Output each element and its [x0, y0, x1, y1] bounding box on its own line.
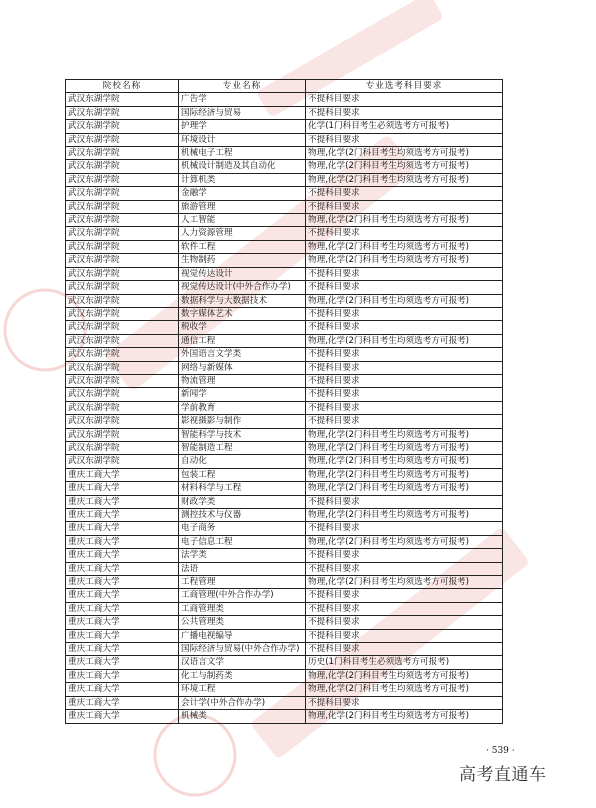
- cell-requirement: 不提科目要求: [306, 200, 503, 213]
- cell-requirement: 不提科目要求: [306, 93, 503, 106]
- table-row: [66, 656, 503, 669]
- table-row: [66, 576, 503, 589]
- table-row: [66, 669, 503, 682]
- cell-major: 机械电子工程: [179, 147, 306, 160]
- cell-requirement: 化学(1门科目考生必须选考方可报考): [306, 120, 503, 133]
- cell-major: 通信工程: [179, 334, 306, 347]
- cell-school: 武汉东湖学院: [66, 187, 179, 200]
- cell-requirement: 不提科目要求: [306, 562, 503, 575]
- cell-requirement: 不提科目要求: [306, 643, 503, 656]
- cell-school: 重庆工商大学: [66, 629, 179, 642]
- cell-school: 武汉东湖学院: [66, 388, 179, 401]
- cell-major: 法学类: [179, 549, 306, 562]
- cell-school: 重庆工商大学: [66, 616, 179, 629]
- cell-requirement: 物理,化学(2门科目考生均须选考方可报考): [306, 535, 503, 548]
- table-row: [66, 106, 503, 119]
- table-row: [66, 173, 503, 186]
- cell-requirement: 不提科目要求: [306, 415, 503, 428]
- cell-school: 武汉东湖学院: [66, 361, 179, 374]
- cell-school: 武汉东湖学院: [66, 160, 179, 173]
- cell-requirement: 物理,化学(2门科目考生均须选考方可报考): [306, 334, 503, 347]
- table-row: [66, 562, 503, 575]
- cell-major: 化工与制药类: [179, 669, 306, 682]
- cell-requirement: 不提科目要求: [306, 227, 503, 240]
- table-row: [66, 509, 503, 522]
- cell-requirement: 物理,化学(2门科目考生均须选考方可报考): [306, 710, 503, 723]
- cell-major: 环境设计: [179, 133, 306, 146]
- cell-major: 机械设计制造及其自动化: [179, 160, 306, 173]
- cell-requirement: 物理,化学(2门科目考生均须选考方可报考): [306, 482, 503, 495]
- cell-school: 武汉东湖学院: [66, 307, 179, 320]
- table-row: [66, 120, 503, 133]
- cell-requirement: 物理,化学(2门科目考生均须选考方可报考): [306, 509, 503, 522]
- cell-requirement: 不提科目要求: [306, 696, 503, 709]
- cell-school: 武汉东湖学院: [66, 240, 179, 253]
- cell-requirement: 不提科目要求: [306, 321, 503, 334]
- table-row: [66, 441, 503, 454]
- cell-school: 重庆工商大学: [66, 509, 179, 522]
- header-major: 专业名称: [179, 80, 306, 93]
- cell-requirement: 不提科目要求: [306, 522, 503, 535]
- cell-requirement: 物理,化学(2门科目考生均须选考方可报考): [306, 576, 503, 589]
- cell-school: 重庆工商大学: [66, 549, 179, 562]
- page-number: · 539 ·: [486, 746, 515, 756]
- cell-school: 武汉东湖学院: [66, 428, 179, 441]
- cell-major: 智能制造工程: [179, 441, 306, 454]
- table-row: [66, 281, 503, 294]
- cell-major: 工商管理类: [179, 602, 306, 615]
- cell-school: 武汉东湖学院: [66, 227, 179, 240]
- cell-school: 武汉东湖学院: [66, 441, 179, 454]
- cell-requirement: 物理,化学(2门科目考生均须选考方可报考): [306, 294, 503, 307]
- table-row: [66, 495, 503, 508]
- cell-school: 重庆工商大学: [66, 468, 179, 481]
- table-row: [66, 428, 503, 441]
- cell-requirement: 不提科目要求: [306, 629, 503, 642]
- cell-major: 数字媒体艺术: [179, 307, 306, 320]
- table-row: [66, 254, 503, 267]
- cell-major: 国际经济与贸易: [179, 106, 306, 119]
- table-row: [66, 482, 503, 495]
- cell-school: 武汉东湖学院: [66, 133, 179, 146]
- table-row: [66, 348, 503, 361]
- cell-major: 工程管理: [179, 576, 306, 589]
- cell-school: 武汉东湖学院: [66, 200, 179, 213]
- cell-requirement: 物理,化学(2门科目考生均须选考方可报考): [306, 669, 503, 682]
- cell-school: 武汉东湖学院: [66, 321, 179, 334]
- cell-requirement: 不提科目要求: [306, 616, 503, 629]
- cell-major: 网络与新媒体: [179, 361, 306, 374]
- table-row: [66, 643, 503, 656]
- cell-major: 数据科学与大数据技术: [179, 294, 306, 307]
- cell-major: 智能科学与技术: [179, 428, 306, 441]
- cell-major: 国际经济与贸易(中外合作办学): [179, 643, 306, 656]
- cell-requirement: 不提科目要求: [306, 361, 503, 374]
- table-row: [66, 160, 503, 173]
- cell-school: 重庆工商大学: [66, 522, 179, 535]
- cell-school: 重庆工商大学: [66, 696, 179, 709]
- cell-major: 材料科学与工程: [179, 482, 306, 495]
- header-requirement: 专业选考科目要求: [306, 80, 503, 93]
- table-header-row: [66, 80, 503, 93]
- cell-requirement: 物理,化学(2门科目考生均须选考方可报考): [306, 468, 503, 481]
- table-row: [66, 696, 503, 709]
- table-row: [66, 522, 503, 535]
- cell-school: 武汉东湖学院: [66, 415, 179, 428]
- cell-school: 武汉东湖学院: [66, 455, 179, 468]
- table-row: [66, 710, 503, 723]
- cell-school: 武汉东湖学院: [66, 214, 179, 227]
- cell-major: 护理学: [179, 120, 306, 133]
- cell-requirement: 不提科目要求: [306, 187, 503, 200]
- table-row: [66, 589, 503, 602]
- cell-requirement: 物理,化学(2门科目考生均须选考方可报考): [306, 455, 503, 468]
- cell-requirement: 不提科目要求: [306, 307, 503, 320]
- table-body: [66, 93, 503, 723]
- header-school: 院校名称: [66, 80, 179, 93]
- table-row: [66, 629, 503, 642]
- cell-requirement: 不提科目要求: [306, 267, 503, 280]
- cell-requirement: 物理,化学(2门科目考生均须选考方可报考): [306, 147, 503, 160]
- cell-major: 广告学: [179, 93, 306, 106]
- cell-requirement: 物理,化学(2门科目考生均须选考方可报考): [306, 160, 503, 173]
- cell-major: 法语: [179, 562, 306, 575]
- table-row: [66, 455, 503, 468]
- cell-requirement: 不提科目要求: [306, 401, 503, 414]
- cell-school: 武汉东湖学院: [66, 254, 179, 267]
- cell-school: 重庆工商大学: [66, 669, 179, 682]
- table-row: [66, 133, 503, 146]
- cell-major: 金融学: [179, 187, 306, 200]
- cell-school: 重庆工商大学: [66, 562, 179, 575]
- cell-school: 重庆工商大学: [66, 535, 179, 548]
- table-row: [66, 334, 503, 347]
- table-row: [66, 294, 503, 307]
- cell-requirement: 不提科目要求: [306, 549, 503, 562]
- major-requirements-table: [65, 79, 503, 724]
- cell-requirement: 不提科目要求: [306, 374, 503, 387]
- cell-major: 电子信息工程: [179, 535, 306, 548]
- cell-school: 重庆工商大学: [66, 710, 179, 723]
- table-row: [66, 200, 503, 213]
- cell-school: 重庆工商大学: [66, 602, 179, 615]
- cell-school: 重庆工商大学: [66, 589, 179, 602]
- cell-school: 武汉东湖学院: [66, 281, 179, 294]
- cell-major: 电子商务: [179, 522, 306, 535]
- table-row: [66, 214, 503, 227]
- cell-school: 武汉东湖学院: [66, 374, 179, 387]
- table-row: [66, 374, 503, 387]
- cell-requirement: 不提科目要求: [306, 133, 503, 146]
- cell-requirement: 不提科目要求: [306, 388, 503, 401]
- cell-major: 物流管理: [179, 374, 306, 387]
- cell-school: 武汉东湖学院: [66, 120, 179, 133]
- cell-requirement: 物理,化学(2门科目考生均须选考方可报考): [306, 240, 503, 253]
- cell-major: 包装工程: [179, 468, 306, 481]
- table-row: [66, 147, 503, 160]
- cell-school: 重庆工商大学: [66, 683, 179, 696]
- cell-major: 汉语言文学: [179, 656, 306, 669]
- cell-major: 机械类: [179, 710, 306, 723]
- cell-major: 工商管理(中外合作办学): [179, 589, 306, 602]
- cell-requirement: 物理,化学(2门科目考生均须选考方可报考): [306, 254, 503, 267]
- cell-major: 会计学(中外合作办学): [179, 696, 306, 709]
- cell-school: 武汉东湖学院: [66, 173, 179, 186]
- cell-major: 影视摄影与制作: [179, 415, 306, 428]
- cell-requirement: 不提科目要求: [306, 589, 503, 602]
- table-row: [66, 240, 503, 253]
- cell-school: 武汉东湖学院: [66, 267, 179, 280]
- cell-school: 武汉东湖学院: [66, 294, 179, 307]
- cell-school: 武汉东湖学院: [66, 401, 179, 414]
- table-row: [66, 361, 503, 374]
- cell-school: 武汉东湖学院: [66, 334, 179, 347]
- cell-requirement: 物理,化学(2门科目考生均须选考方可报考): [306, 173, 503, 186]
- table-row: [66, 602, 503, 615]
- cell-major: 人工智能: [179, 214, 306, 227]
- cell-major: 旅游管理: [179, 200, 306, 213]
- cell-major: 广播电视编导: [179, 629, 306, 642]
- cell-major: 人力资源管理: [179, 227, 306, 240]
- cell-requirement: 不提科目要求: [306, 106, 503, 119]
- table-row: [66, 267, 503, 280]
- cell-major: 计算机类: [179, 173, 306, 186]
- cell-school: 重庆工商大学: [66, 656, 179, 669]
- cell-major: 生物制药: [179, 254, 306, 267]
- table-row: [66, 307, 503, 320]
- table-row: [66, 683, 503, 696]
- cell-major: 软件工程: [179, 240, 306, 253]
- cell-requirement: 不提科目要求: [306, 495, 503, 508]
- table-row: [66, 401, 503, 414]
- table-row: [66, 549, 503, 562]
- cell-school: 武汉东湖学院: [66, 147, 179, 160]
- cell-requirement: 不提科目要求: [306, 348, 503, 361]
- cell-school: 重庆工商大学: [66, 576, 179, 589]
- cell-requirement: 物理,化学(2门科目考生均须选考方可报考): [306, 214, 503, 227]
- cell-school: 武汉东湖学院: [66, 106, 179, 119]
- cell-requirement: 物理,化学(2门科目考生均须选考方可报考): [306, 683, 503, 696]
- cell-requirement: 物理,化学(2门科目考生均须选考方可报考): [306, 428, 503, 441]
- table-row: [66, 616, 503, 629]
- cell-school: 重庆工商大学: [66, 643, 179, 656]
- cell-school: 重庆工商大学: [66, 495, 179, 508]
- cell-major: 环境工程: [179, 683, 306, 696]
- cell-school: 武汉东湖学院: [66, 348, 179, 361]
- table-row: [66, 535, 503, 548]
- cell-school: 武汉东湖学院: [66, 93, 179, 106]
- table-row: [66, 468, 503, 481]
- cell-requirement: 不提科目要求: [306, 602, 503, 615]
- cell-major: 视觉传达设计: [179, 267, 306, 280]
- cell-requirement: 不提科目要求: [306, 281, 503, 294]
- table-row: [66, 388, 503, 401]
- cell-requirement: 物理,化学(2门科目考生均须选考方可报考): [306, 441, 503, 454]
- cell-major: 公共管理类: [179, 616, 306, 629]
- cell-major: 外国语言文学类: [179, 348, 306, 361]
- cell-major: 新闻学: [179, 388, 306, 401]
- table-row: [66, 93, 503, 106]
- cell-major: 视觉传达设计(中外合作办学): [179, 281, 306, 294]
- table-row: [66, 227, 503, 240]
- table-row: [66, 187, 503, 200]
- cell-school: 重庆工商大学: [66, 482, 179, 495]
- table-row: [66, 321, 503, 334]
- cell-requirement: 历史(1门科目考生必须选考方可报考): [306, 656, 503, 669]
- cell-major: 税收学: [179, 321, 306, 334]
- cell-major: 自动化: [179, 455, 306, 468]
- cell-major: 测控技术与仪器: [179, 509, 306, 522]
- cell-major: 学前教育: [179, 401, 306, 414]
- cell-major: 财政学类: [179, 495, 306, 508]
- brand-mark: 高考直通车: [459, 765, 547, 785]
- table-row: [66, 415, 503, 428]
